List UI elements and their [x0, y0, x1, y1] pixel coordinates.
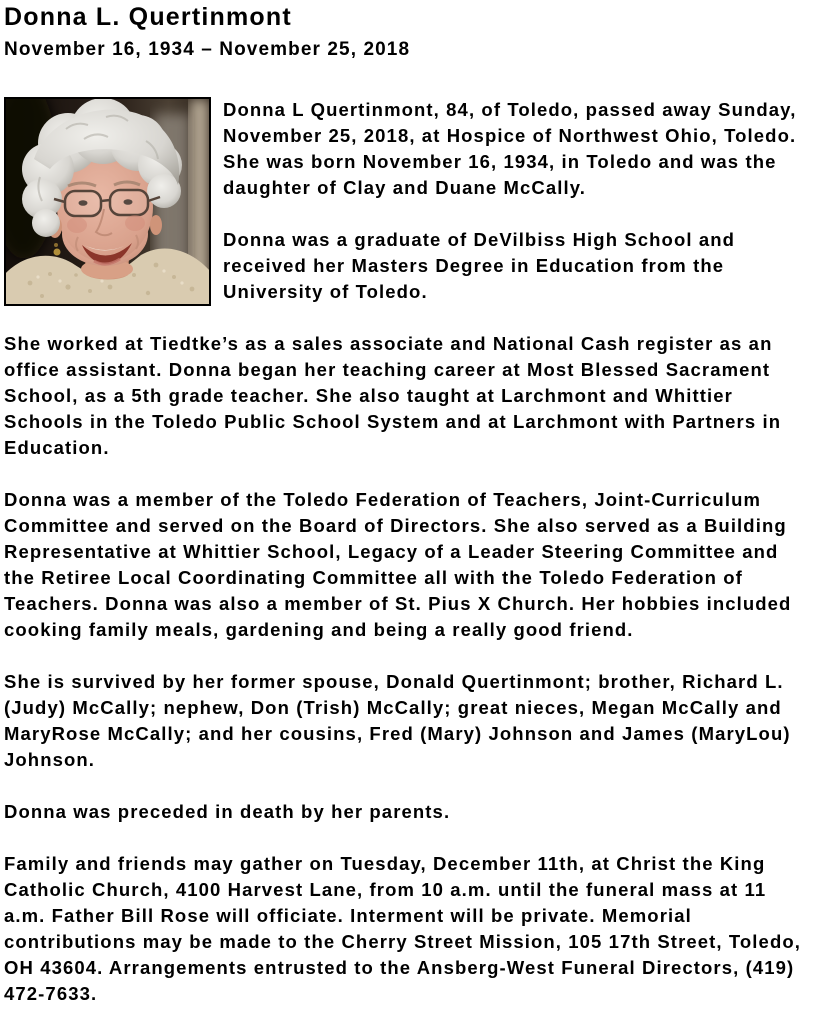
obituary-paragraph-6: Donna was preceded in death by her parents. [4, 801, 451, 822]
obituary-paragraph-1: Donna L Quertinmont, 84, of Toledo, passed away Sunday, November 25, 2018, at Hospice of Northwest Ohio, Toledo. She was born November 16, 1934, in Toledo and was the daughter of Clay and Duane McCally. [223, 99, 797, 198]
obituary-paragraph-5: She is survived by her former spouse, Donald Quertinmont; brother, Richard L. (Judy) McCally; nephew, Don (Trish) McCally; great nieces, Megan McCally and MaryRose McCally; and her cousins, Fred (Mary) Johnson and James (MaryLou) Johnson. [4, 671, 791, 770]
portrait-illustration [6, 99, 209, 304]
obituary-paragraph-7: Family and friends may gather on Tuesday, December 11th, at Christ the King Catholic Church, 4100 Harvest Lane, from 10 a.m. until the funeral mass at 11 a.m. Father Bill Rose will officiate. Interment will be private. Memorial contributions may be made to the Cherry Street Mission, 105 17th Street, Toledo, OH 43604. Arrangements entrusted to the Ansberg-West Funeral Directors, (419) 472-7633. [4, 853, 801, 1004]
obituary-header [4, 2, 810, 62]
obituary-paragraph-4: Donna was a member of the Toledo Federation of Teachers, Joint-Curriculum Committee and served on the Board of Directors. She also served as a Building Representative at Whittier School, Legacy of a Leader Steering Committee and the Retiree Local Coordinating Committee all with the Toledo Federation of Teachers. Donna was also a member of St. Pius X Church. Her hobbies included cooking family meals, gardening and being a really good friend. [4, 489, 792, 640]
obituary-paragraph-3: She worked at Tiedtke’s as a sales associate and National Cash register as an office assistant. Donna began her teaching career at Most Blessed Sacrament School, as a 5th grade teacher. She also taught at Larchmont and Whittier Schools in the Toledo Public School System and at Larchmont with Partners in Education. [4, 333, 782, 458]
page-title: Donna L. Quertinmont [4, 3, 292, 31]
portrait-photo [4, 97, 211, 306]
obituary-paragraph-2: Donna was a graduate of DeVilbiss High School and received her Masters Degree in Education from the University of Toledo. [223, 229, 736, 302]
life-dates: November 16, 1934 – November 25, 2018 [4, 39, 411, 60]
obituary-page [0, 2, 821, 1007]
obituary-body [4, 97, 810, 1007]
